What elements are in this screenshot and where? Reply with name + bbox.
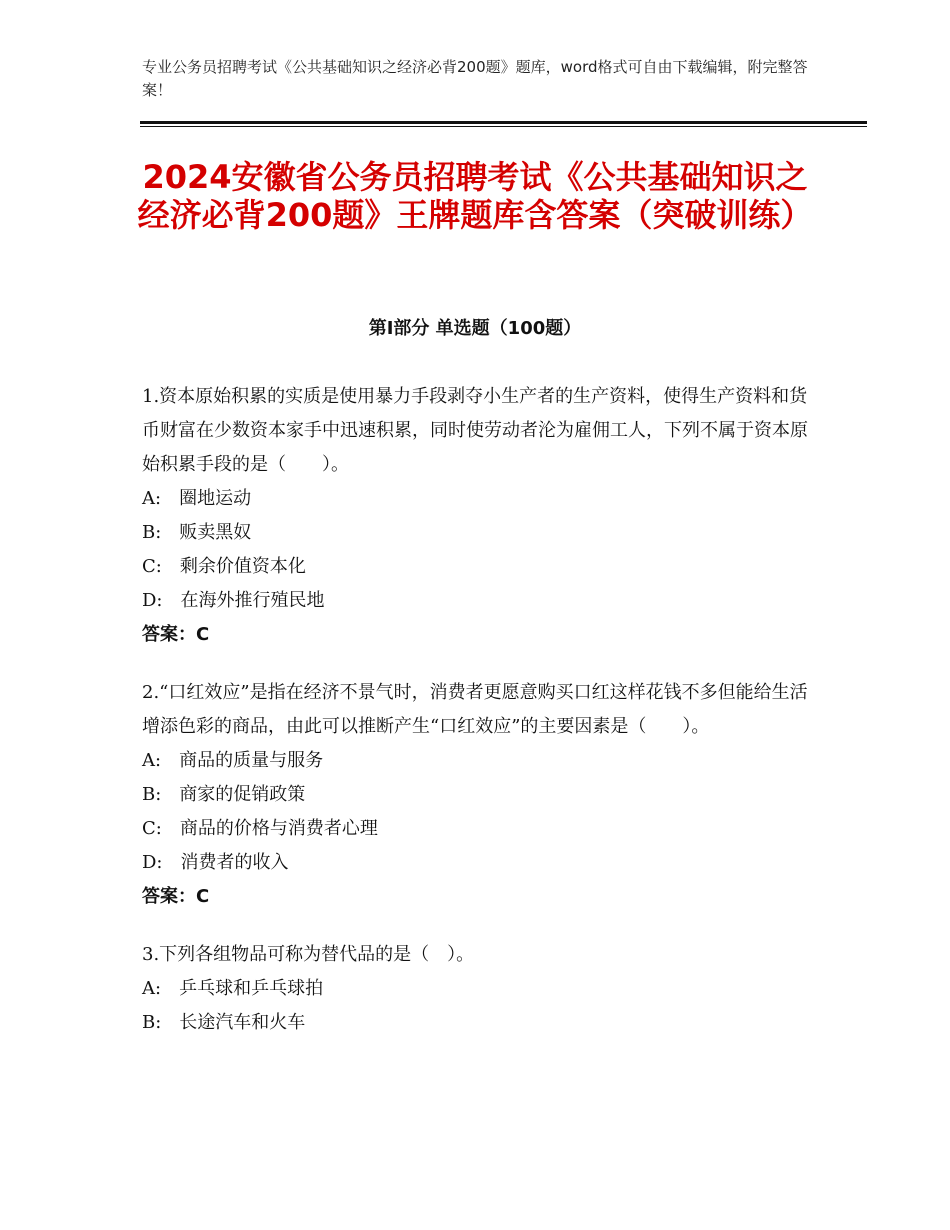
option-b: B: 贩卖黑奴	[142, 522, 252, 543]
option-a: A: 圈地运动	[142, 488, 252, 509]
option-a: A: 商品的质量与服务	[142, 750, 324, 771]
question-text: 3.下列各组物品可称为替代品的是（ ）。	[142, 944, 475, 965]
question-2	[142, 676, 810, 914]
option-c: C: 剩余价值资本化	[142, 556, 306, 577]
document-title: 2024安徽省公务员招聘考试《公共基础知识之经济必背200题》王牌题库含答案（突破训练）	[137, 158, 813, 234]
header-note: 专业公务员招聘考试《公共基础知识之经济必背200题》题库，word格式可自由下载编辑，附完整答案！	[142, 58, 808, 99]
option-d: D: 在海外推行殖民地	[142, 590, 325, 611]
answer: 答案：C	[142, 624, 210, 645]
question-3	[142, 938, 810, 1040]
header-divider-thin	[140, 126, 867, 127]
option-d: D: 消费者的收入	[142, 852, 289, 873]
question-text: 1.资本原始积累的实质是使用暴力手段剥夺小生产者的生产资料，使得生产资料和货币财富在少数资本家手中迅速积累，同时使劳动者沦为雇佣工人，下列不属于资本原始积累手段的是（ ）。	[142, 386, 808, 475]
option-c: C: 商品的价格与消费者心理	[142, 818, 378, 839]
option-b: B: 商家的促销政策	[142, 784, 306, 805]
option-b: B: 长途汽车和火车	[142, 1012, 306, 1033]
option-a: A: 乒乓球和乒乓球拍	[142, 978, 324, 999]
answer: 答案：C	[142, 886, 210, 907]
section-title: 第Ⅰ部分 单选题（100题）	[368, 318, 582, 339]
question-1	[142, 380, 810, 652]
question-list	[142, 380, 810, 1064]
question-text: 2.“口红效应”是指在经济不景气时，消费者更愿意购买口红这样花钱不多但能给生活增添色彩的商品，由此可以推断产生“口红效应”的主要因素是（ ）。	[142, 682, 808, 737]
header-divider-thick	[140, 121, 867, 124]
